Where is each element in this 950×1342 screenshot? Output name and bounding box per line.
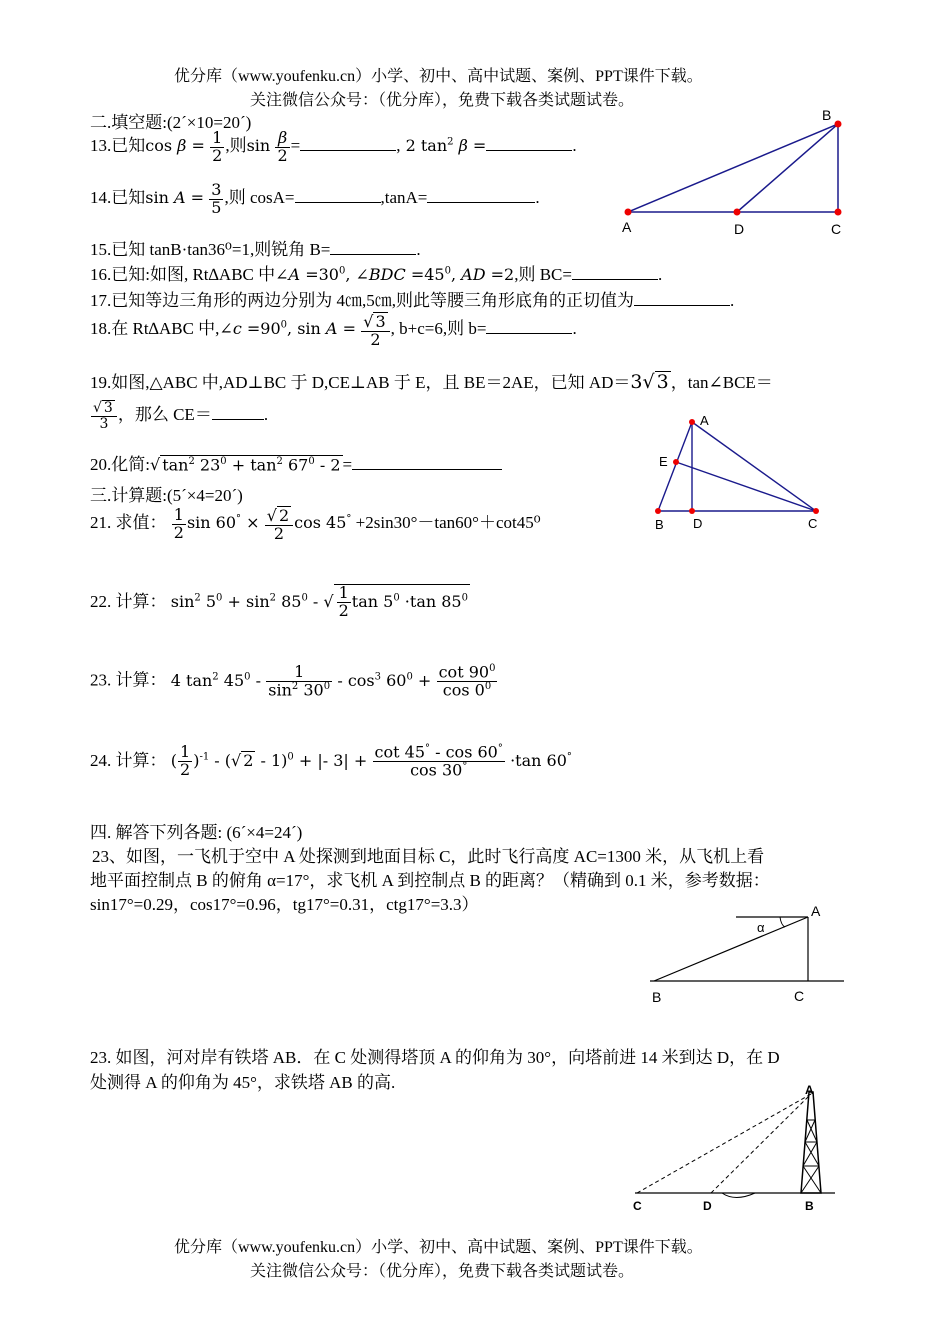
- question-24: 24. 计算： ( $\frac{1}{2}$ )$^{-1}$ - (√ 2 - 1)$^0$ + |- 3| + $\frac{\cot 45^\circ - \cos 60^\circ}{\cos 30^\circ}$ ·tan 60°: [90, 742, 572, 780]
- question-15: 15.已知 tanB·tan36⁰=1,则锐角 B= .: [90, 240, 421, 259]
- answer-blank[interactable]: [486, 135, 572, 151]
- river: [722, 1193, 755, 1198]
- figure-triangle-altitudes: [645, 408, 835, 538]
- answer-blank[interactable]: [634, 290, 730, 306]
- section-4-title: 四. 解答下列各题: (6´×4=24´): [90, 823, 303, 842]
- label-e: E: [659, 454, 668, 469]
- question-22: 22. 计算： $\sin^2 5^0 + \sin^2 85^0$ - √ $\frac{1}{2}$ $\tan 5^0 \cdot\tan$ $85^0$: [90, 583, 468, 620]
- point-a: [689, 419, 695, 425]
- answer-blank[interactable]: [300, 135, 396, 151]
- header-line-2: 关注微信公众号：（优分库），免费下载各类试题试卷。: [250, 92, 635, 109]
- point-c: [835, 209, 842, 216]
- question-23-calc: 23. 计算： 4 $\tan^2 45^0$ - $\frac{1}{\sin^2 30^0}$ - $\cos^3 60^0$ + $\frac{\cot 90^0}{\cos 0^0}$: [90, 662, 496, 700]
- label-a: A: [700, 413, 709, 428]
- segment-ec: [676, 462, 816, 511]
- label-b: B: [805, 1199, 814, 1213]
- answer-blank[interactable]: [486, 318, 572, 334]
- answer-blank[interactable]: [572, 264, 658, 280]
- label-c: C: [831, 221, 842, 237]
- label-a: A: [805, 1083, 814, 1097]
- header-line-1: 优分库（www.youfenku.cn）小学、初中、高中试题、案例、PPT课件下载。: [174, 68, 703, 85]
- point-a: [625, 209, 632, 216]
- angle-arc: [780, 917, 785, 927]
- figure-tower: [625, 1080, 850, 1220]
- figure-triangle-abd: [610, 100, 860, 240]
- label-d: D: [734, 221, 745, 237]
- section-2-title: 二.填空题:(2´×10=20´): [90, 113, 252, 132]
- question-14: 14.已知sin A = $\frac{3}{5}$ ,则 cosA= ,tanA= .: [90, 180, 540, 217]
- section-3-title: 三.计算题:(5´×4=20´): [90, 486, 243, 505]
- question-13: 13.已知cos β = $\frac{1}{2}$ ,则sin $\frac{\beta}{2}$ = , 2 $\tan^2 \beta$ = .: [90, 128, 577, 165]
- answer-blank[interactable]: [427, 187, 535, 203]
- question-18: 18.在 Rt∆ABC 中,∠c $=90^0$, sin A = $\frac{√ 3}{2}$ , b+c=6,则 b= .: [90, 312, 577, 349]
- label-alpha: α: [757, 920, 765, 935]
- question-20: 20.化简:√ $\tan^2 23^0 + \tan^2 67^0 - 2$ =: [90, 450, 502, 475]
- question-16: 16.已知:如图, Rt∆ABC 中∠A $=30^0$, ∠BDC $=45^0$, AD =2,则 BC= .: [90, 265, 663, 284]
- point-d: [689, 508, 695, 514]
- label-c: C: [633, 1199, 642, 1213]
- problem-1-line-1: 23、如图，一飞机于空中 A 处探测到地面目标 C，此时飞行高度 AC=1300 米，从飞机上看: [92, 847, 765, 866]
- segment-ab: [628, 124, 838, 212]
- footer-line-1: 优分库（www.youfenku.cn）小学、初中、高中试题、案例、PPT课件下载。: [174, 1239, 703, 1256]
- label-b: B: [822, 107, 832, 123]
- question-19-line-1: 19.如图,△ABC 中,AD⊥BC 于 D,CE⊥AB 于 E，且 BE＝2AE，已知 AD＝3√ 3 ，tan∠BCE＝: [90, 371, 773, 393]
- answer-blank[interactable]: [352, 454, 502, 470]
- question-17: 17.已知等边三角形的两边分别为 4㎝,5㎝,则此等腰三角形底角的正切值为 .: [90, 291, 735, 310]
- label-d: D: [703, 1199, 712, 1213]
- point-e: [673, 459, 679, 465]
- label-d: D: [693, 516, 703, 531]
- sight-line-d: [711, 1094, 811, 1193]
- question-21: 21. 求值： $\frac{1}{2}$ sin 60° × $\frac{√ 2}{2}$ cos 45° +2sin30°－tan60°＋cot45⁰: [90, 505, 541, 543]
- label-c: C: [794, 988, 805, 1004]
- point-b: [835, 121, 842, 128]
- label-b: B: [652, 989, 662, 1005]
- sight-line-c: [637, 1094, 811, 1193]
- answer-blank[interactable]: [295, 187, 381, 203]
- label-a: A: [811, 903, 821, 919]
- tower: [801, 1092, 821, 1193]
- question-19-line-2: $\frac{√ 3}{3}$ ，那么 CE＝ .: [93, 400, 269, 433]
- footer-line-2: 关注微信公众号：（优分库），免费下载各类试题试卷。: [250, 1263, 635, 1280]
- figure-plane-angle: [640, 900, 860, 1010]
- segment-db: [737, 124, 838, 212]
- label-b: B: [655, 517, 664, 532]
- label-a: A: [622, 219, 632, 235]
- answer-blank[interactable]: [330, 239, 416, 255]
- answer-blank[interactable]: [212, 404, 264, 420]
- label-c: C: [808, 516, 818, 531]
- point-d: [734, 209, 741, 216]
- problem-1-line-2: 地平面控制点 B 的俯角 α=17°，求飞机 A 到控制点 B 的距离？（精确到 0.1 米，参考数据：: [90, 871, 770, 890]
- segment-ac: [692, 422, 816, 511]
- point-b: [655, 508, 661, 514]
- point-c: [813, 508, 819, 514]
- problem-1-line-3: sin17°=0.29，cos17°=0.96，tg17°=0.31，ctg17°=3.3）: [90, 895, 479, 914]
- problem-2-line-1: 23. 如图，河对岸有铁塔 AB．在 C 处测得塔顶 A 的仰角为 30°，向塔前进 14 米到达 D，在 D: [90, 1048, 780, 1067]
- problem-2-line-2: 处测得 A 的仰角为 45°，求铁塔 AB 的高.: [90, 1073, 396, 1092]
